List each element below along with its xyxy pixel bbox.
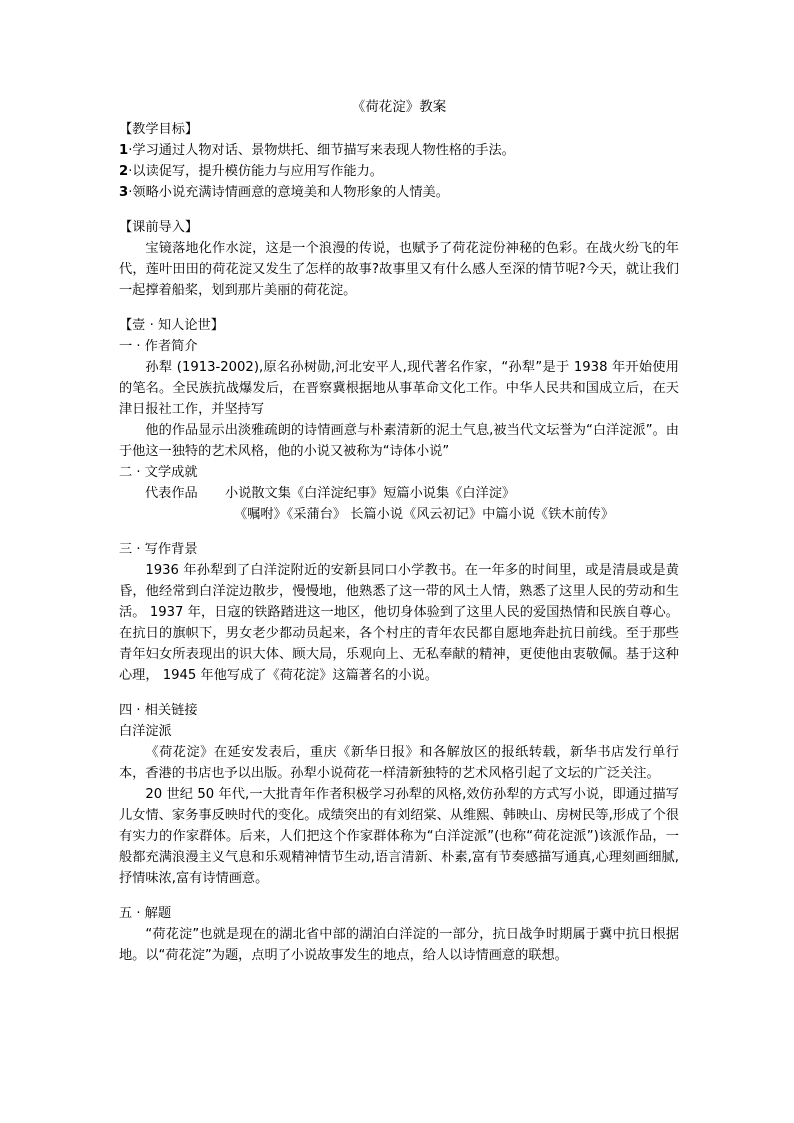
author-heading: 一 · 作者简介: [119, 339, 198, 354]
objective-number: 3: [119, 185, 129, 200]
spacer: [119, 203, 679, 217]
author-paragraph-2: 他的作品显示出淡雅疏朗的诗情画意与朴素清新的泥土气息,被当代文坛誉为“白洋淀派”。由于他这一独特的艺术风格，他的小说又被称为“诗体小说”: [119, 423, 679, 459]
document-title: 《荷花淀》教案: [351, 99, 447, 115]
objective-text: ·以读促写，提升模仿能力与应用写作能力。: [128, 164, 383, 179]
spacer: [119, 889, 679, 903]
objective-item-3: [119, 182, 679, 203]
intro-paragraph: 宝镜落地化作水淀，这是一个浪漫的传说，也赋予了荷花淀份神秘的色彩。在战火纷飞的年代，莲叶田田的荷花淀又发生了怎样的故事?故事里又有什么感人至深的情节呢?今天，就让我们一起撑着船桨，划到那片美丽的荷花淀。: [119, 241, 679, 298]
spacer: [119, 686, 679, 700]
works-row-1-text: 小说散文集《白洋淀纪事》短篇小说集《白洋淀》: [225, 486, 516, 501]
works-list: [119, 483, 679, 525]
author-paragraph-1: 孙犁 (1913-2002),原名孙树勋,河北安平人,现代著名作家，“孙犁”是于 1938 年开始使用的笔名。全民族抗战爆发后，在晋察冀根据地从事革命文化工作。中华人民共和国成立后，在天津日报社工作，并坚持写: [119, 360, 679, 417]
links-heading: 四 · 相关链接: [119, 703, 198, 718]
background-paragraph: 1936 年孙犁到了白洋淀附近的安新县同口小学教书。在一年多的时间里，或是清晨或是黄昏，他经常到白洋淀边散步，慢慢地，他熟悉了这一带的风土人情，熟悉了这里人民的劳动和生活。 1937 年，日寇的铁路踏进这一地区，他切身体验到了这里人民的爱国热情和民族自尊心。在抗日的旗帜下，男女老少都动员起来，各个村庄的青年农民都自愿地奔赴抗日前线。至于那些青年妇女所表现出的识大体、顾大局，乐观向上、无私奉献的精神，更使他由衷敬佩。基于这种心理， 1945 年他写成了《荷花淀》这篇著名的小说。: [119, 563, 679, 683]
objective-text: ·领略小说充满诗情画意的意境美和人物形象的人情美。: [128, 185, 449, 200]
links-subheading: 白洋淀派: [119, 724, 172, 739]
section-1-heading: 【壹 · 知人论世】: [119, 318, 224, 333]
objective-text: ·学习通过人物对话、景物烘托、细节描写来表现人物性格的手法。: [128, 143, 515, 158]
spacer: [119, 301, 679, 315]
document-body: [119, 95, 679, 966]
achievements-heading: 二 · 文学成就: [119, 465, 198, 480]
spacer: [119, 525, 679, 539]
objective-number: 1: [119, 143, 129, 158]
objective-item-2: [119, 161, 679, 182]
objectives-heading: 【教学目标】: [119, 122, 199, 137]
works-row-1: [119, 483, 679, 504]
explain-heading: 五 · 解题: [119, 906, 172, 921]
objective-number: 2: [119, 164, 129, 179]
explain-paragraph: “荷花淀”也就是现在的湖北省中部的湖泊白洋淀的一部分，抗日战争时期属于冀中抗日根据地。以“荷花淀”为题，点明了小说故事发生的地点，给人以诗情画意的联想。: [119, 927, 679, 963]
intro-heading: 【课前导入】: [119, 220, 199, 235]
works-label: 代表作品: [145, 486, 198, 501]
works-row-2: 《嘱咐》《采蒲台》 长篇小说《风云初记》中篇小说《铁木前传》: [234, 507, 615, 522]
objective-item-1: [119, 140, 679, 161]
links-paragraph-2: 20 世纪 50 年代,一大批青年作者积极学习孙犁的风格,效仿孙犁的方式写小说，即通过描写儿女情、家务事反映时代的变化。成绩突出的有刘绍棠、从维熙、韩映山、房树民等,形成了个很有实力的作家群体。后来，人们把这个作家群体称为“白洋淀派”(也称“荷花淀派”)该派作品，一般都充满浪漫主义气息和乐观精神情节生动,语言清新、朴素,富有节奏感描写通真,心理刻画细腻,抒情味浓,富有诗情画意。: [119, 787, 679, 886]
links-paragraph-1: 《荷花淀》在延安发表后，重庆《新华日报》和各解放区的报纸转载，新华书店发行单行本，香港的书店也予以出版。孙犁小说荷花一样清新独特的艺术风格引起了文坛的广泛关注。: [119, 745, 679, 781]
background-heading: 三 · 写作背景: [119, 542, 198, 557]
